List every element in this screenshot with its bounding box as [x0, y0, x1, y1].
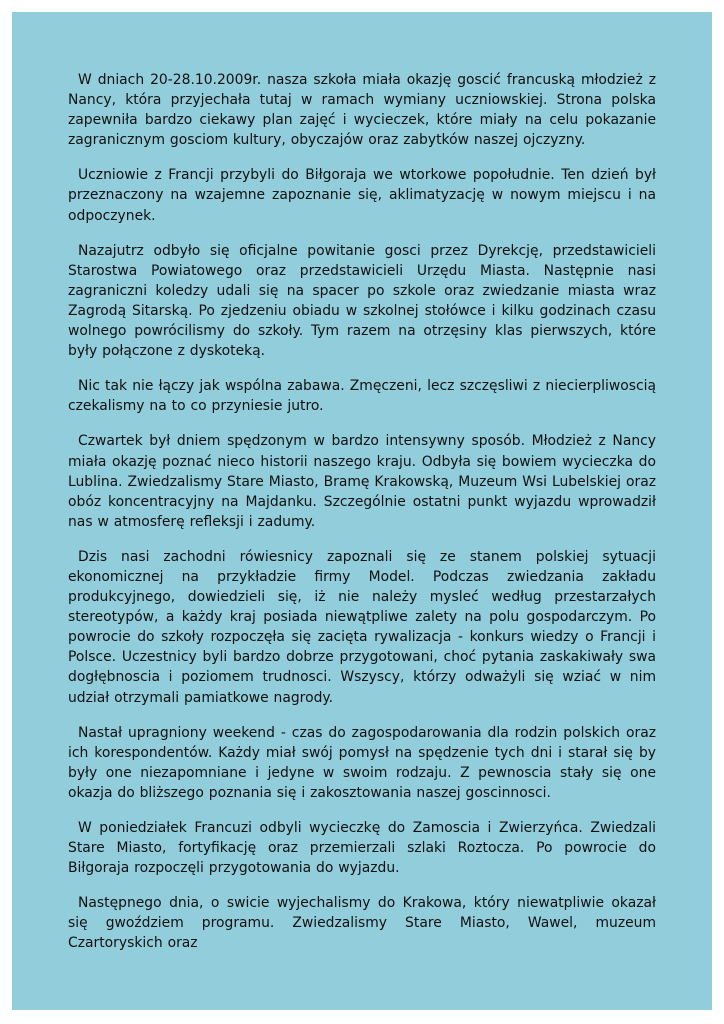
paragraph-weekend: Nastał upragniony weekend - czas do zagospodarowania dla rodzin polskich oraz ich korespondentów. Każdy miał swój pomysł na spędzenie tych dni i starał się by były one niezapomniane i jedyne w swoim rodzaju. Z pewnoscia stały się one okazja do bliższego poznania się i zakosztowania naszej goscinnosci. [68, 724, 656, 801]
paragraph-zamosc-trip: W poniedziałek Francuzi odbyli wycieczkę do Zamoscia i Zwierzyńca. Zwiedzali Stare Miasto, fortyfikację oraz przemierzali szlaki Roztocza. Po powrocie do Biłgoraja rozpoczęli przygotowania do wyjazdu. [68, 820, 656, 877]
paragraph-arrival: Uczniowie z Francji przybyli do Biłgoraja we wtorkowe popołudnie. Ten dzień był przeznaczony na wzajemne zapoznanie się, aklimatyzację w nowym miejscu i na odpoczynek. [68, 167, 656, 224]
paragraph-official-welcome: Nazajutrz odbyło się oficjalne powitanie gosci przez Dyrekcję, przedstawicieli Starostwa Powiatowego oraz przedstawicieli Urzędu Miasta. Następnie nasi zagraniczni koledzy udali się na spacer po szkole oraz zwiedzanie miasta wraz Zagrodą Sitarską. Po zjedzeniu obiadu w szkolnej stołówce i kilku godzinach czasu wolnego powrócilismy do szkoły. Tym razem na otrzęsiny klas pierwszych, które były połączone z dyskoteką. [68, 242, 656, 360]
paragraph-fun: Nic tak nie łączy jak wspólna zabawa. Zmęczeni, lecz szczęsliwi z niecierpliwoscią czekalismy na to co przyniesie jutro. [68, 378, 656, 415]
paragraph-lublin-trip: Czwartek był dniem spędzonym w bardzo intensywny sposób. Młodzież z Nancy miała okazję poznać nieco historii naszego kraju. Odbyła się bowiem wycieczka do Lublina. Zwiedzalismy Stare Miasto, Bramę Krakowską, Muzeum Wsi Lubelskiej oraz obóz koncentracyjny na Majdanku. Szczególnie ostatni punkt wyjazdu wprowadził nas w atmosferę refleksji i zadumy. [68, 433, 656, 530]
document-page [12, 12, 712, 1010]
paragraph-krakow-trip: Następnego dnia, o swicie wyjechalismy do Krakowa, który niewatpliwie okazał się gwoździem programu. Zwiedzalismy Stare Miasto, Wawel, muzeum Czartoryskich oraz [68, 895, 656, 952]
paragraph-model-company: Dzis nasi zachodni rówiesnicy zapoznali się ze stanem polskiej sytuacji ekonomicznej na przykładzie firmy Model. Podczas zwiedzania zakładu produkcyjnego, dowiedzieli się, iż nie należy myslеć według przestarzałych stereotypów, a każdy kraj posiada niewątpliwe zalety na polu gospodarczym. Po powrocie do szkoły rozpoczęła się zacięta rywalizacja - konkurs wiedzy o Francji i Polsce. Uczestnicy byli bardzo dobrze przygotowani, choć pytania zaskakiwały swa dogłębnoscia i poziomem trudnosci. Wszyscy, którzy odważyli się wziać w nim udział otrzymali pamiatkowe nagrody. [68, 548, 656, 706]
paragraph-exchange-intro: W dniach 20-28.10.2009r. nasza szkoła miała okazję goscić francuską młodzież z Nancy, która przyjechała tutaj w ramach wymiany uczniowskiej. Strona polska zapewniła bardzo ciekawy plan zajęć i wycieczek, które miały na celu pokazanie zagranicznym gosciom kultury, obyczajów oraz zabytków naszej ojczyzny. [68, 72, 656, 149]
